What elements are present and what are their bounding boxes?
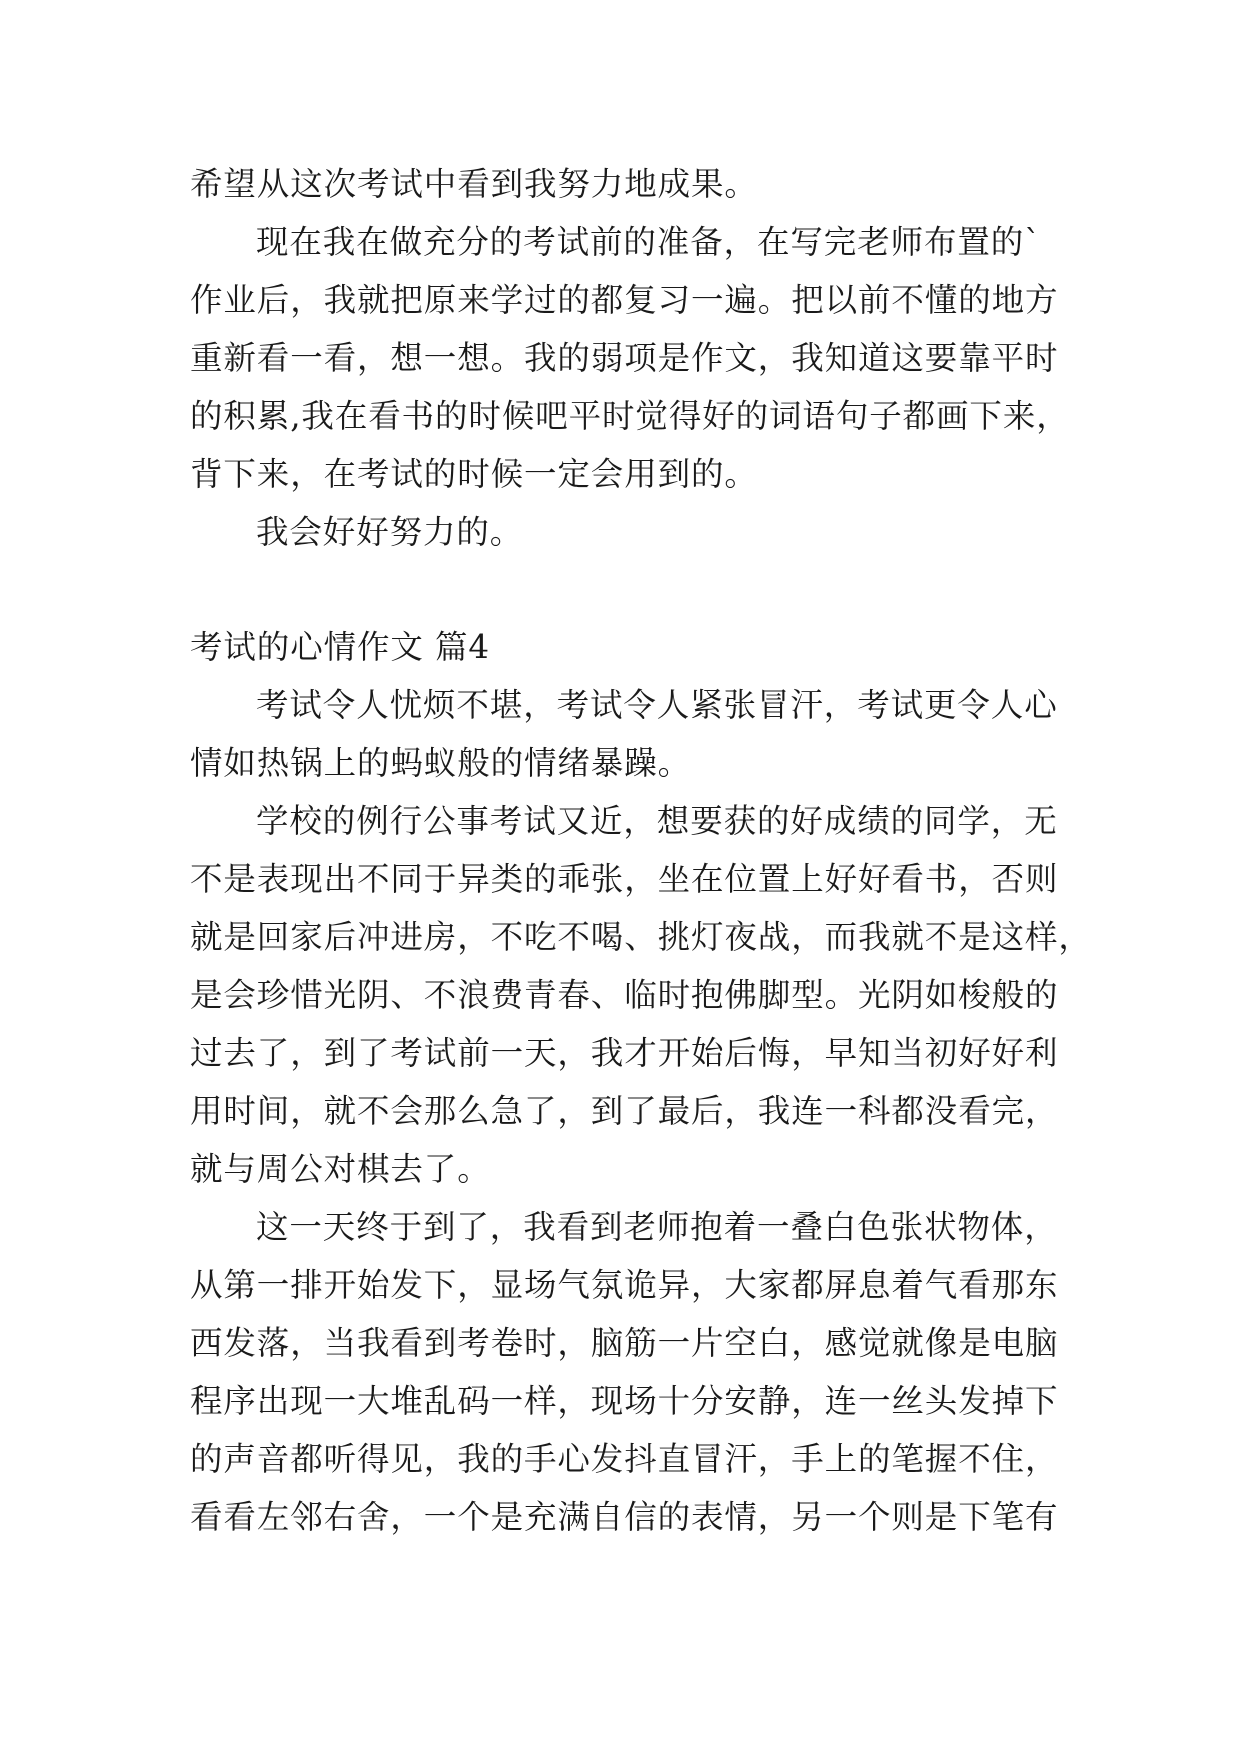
section-paragraph-2 xyxy=(190,792,1092,1198)
section-paragraph-1 xyxy=(190,676,1060,792)
text-line: 就是回家后冲进房，不吃不喝、挑灯夜战，而我就不是这样， xyxy=(190,918,1092,956)
text-line: 考试令人忧烦不堪，考试令人紧张冒汗，考试更令人心 xyxy=(256,686,1058,724)
section-paragraph-3 xyxy=(190,1198,1060,1546)
text-line: 不是表现出不同于异类的乖张，坐在位置上好好看书，否则 xyxy=(190,860,1059,898)
section-heading-text: 考试的心情作文 篇4 xyxy=(190,628,491,666)
text-line: 的声音都听得见，我的手心发抖直冒汗，手上的笔握不住， xyxy=(190,1440,1059,1478)
top-paragraph-1 xyxy=(190,155,1060,213)
text-line: 情如热锅上的蚂蚁般的情绪暴躁。 xyxy=(190,744,692,782)
text-line: 的积累,我在看书的时候吧平时觉得好的词语句子都画下来， xyxy=(190,397,1070,435)
text-line: 希望从这次考试中看到我努力地成果。 xyxy=(190,165,758,203)
top-paragraph-2 xyxy=(190,213,1070,503)
text-line: 学校的例行公事考试又近，想要获的好成绩的同学，无 xyxy=(256,802,1058,840)
text-line: 程序出现一大堆乱码一样，现场十分安静，连一丝头发掉下 xyxy=(190,1382,1059,1420)
text-line: 这一天终于到了，我看到老师抱着一叠白色张状物体， xyxy=(256,1208,1058,1246)
text-line: 现在我在做充分的考试前的准备，在写完老师布置的` xyxy=(256,223,1042,261)
top-paragraph-3 xyxy=(190,503,1060,561)
text-line: 我会好好努力的。 xyxy=(256,513,524,551)
text-line: 作业后，我就把原来学过的都复习一遍。把以前不懂的地方 xyxy=(190,281,1059,319)
section-heading xyxy=(190,618,1060,676)
text-line: 重新看一看，想一想。我的弱项是作文，我知道这要靠平时 xyxy=(190,339,1059,377)
text-line: 就与周公对棋去了。 xyxy=(190,1150,491,1188)
text-line: 背下来，在考试的时候一定会用到的。 xyxy=(190,455,758,493)
text-line: 看看左邻右舍，一个是充满自信的表情，另一个则是下笔有 xyxy=(190,1498,1059,1536)
text-line: 是会珍惜光阴、不浪费青春、临时抱佛脚型。光阴如梭般的 xyxy=(190,976,1059,1014)
text-line: 过去了，到了考试前一天，我才开始后悔，早知当初好好利 xyxy=(190,1034,1059,1072)
text-line: 西发落，当我看到考卷时，脑筋一片空白，感觉就像是电脑 xyxy=(190,1324,1059,1362)
text-line: 用时间，就不会那么急了，到了最后，我连一科都没看完， xyxy=(190,1092,1059,1130)
text-line: 从第一排开始发下，显场气氛诡异，大家都屏息着气看那东 xyxy=(190,1266,1059,1304)
